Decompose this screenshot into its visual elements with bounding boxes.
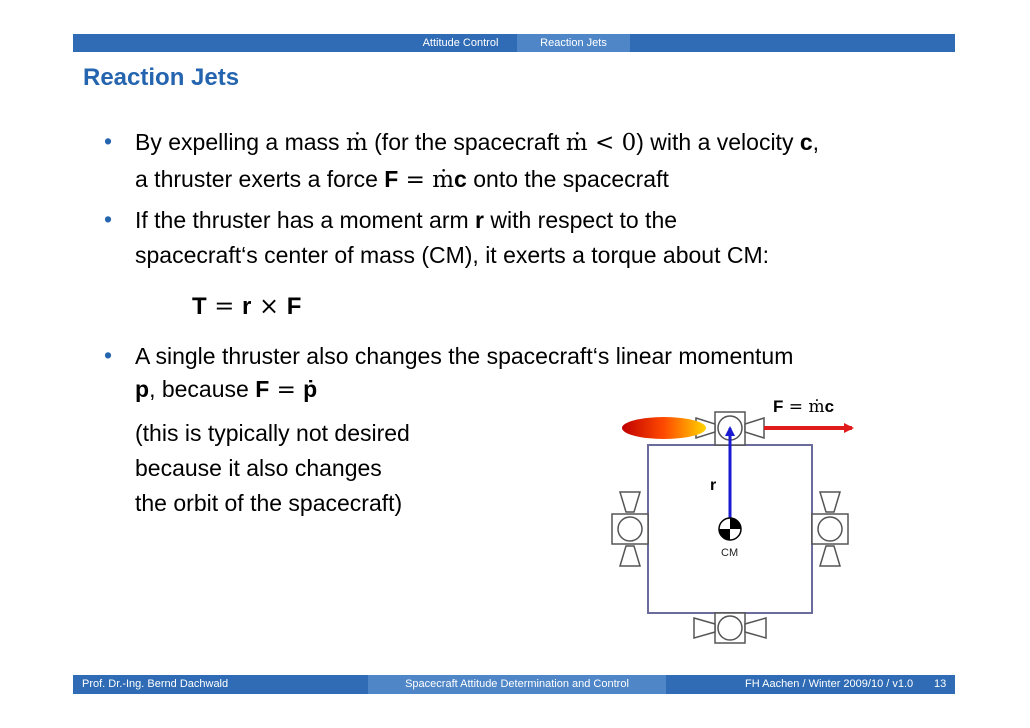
footer-course: Spacecraft Attitude Determination and Control bbox=[368, 675, 666, 694]
bullet-2-line-2: spacecraft‘s center of mass (CM), it exerts a torque about CM: bbox=[135, 242, 770, 268]
footer-author: Prof. Dr.-Ing. Bernd Dachwald bbox=[82, 678, 229, 690]
bullet-marker: • bbox=[104, 128, 113, 154]
header-section: Attitude Control bbox=[422, 37, 499, 49]
bullet-3-line-1: A single thruster also changes the spacecraft‘s linear momentum bbox=[135, 343, 794, 369]
bullet-3-line-4: because it also changes bbox=[135, 455, 382, 481]
thruster-right bbox=[812, 492, 848, 566]
bullet-1-line-2: a thruster exerts a force F = ṁc onto the spacecraft bbox=[135, 166, 669, 193]
bullet-marker: • bbox=[104, 342, 113, 368]
bullet-3-line-3: (this is typically not desired bbox=[135, 420, 410, 446]
exhaust-plume bbox=[622, 417, 706, 439]
footer-term: FH Aachen / Winter 2009/10 / v1.0 bbox=[745, 678, 914, 690]
bullet-marker: • bbox=[104, 206, 113, 232]
cm-label: CM bbox=[721, 547, 739, 559]
force-label: F = ṁc bbox=[773, 397, 835, 417]
torque-formula: T = r × F bbox=[192, 292, 302, 320]
bullet-1-line-1: By expelling a mass ṁ (for the spacecraft ṁ < 0) with a velocity c, bbox=[135, 129, 820, 156]
bullet-2-line-1: If the thruster has a moment arm r with respect to the bbox=[135, 207, 678, 233]
moment-arm-label: r bbox=[710, 477, 717, 494]
footer-page-number: 13 bbox=[934, 678, 947, 690]
bullet-3-line-5: the orbit of the spacecraft) bbox=[135, 490, 403, 516]
header-subsection: Reaction Jets bbox=[517, 34, 630, 52]
thruster-bottom bbox=[694, 613, 766, 643]
slide-title: Reaction Jets bbox=[83, 64, 240, 91]
thruster-left bbox=[612, 492, 648, 566]
footer-bar bbox=[73, 675, 955, 694]
bullet-3-line-2: p, because F = ṗ bbox=[135, 376, 318, 403]
cm-symbol bbox=[719, 518, 741, 540]
